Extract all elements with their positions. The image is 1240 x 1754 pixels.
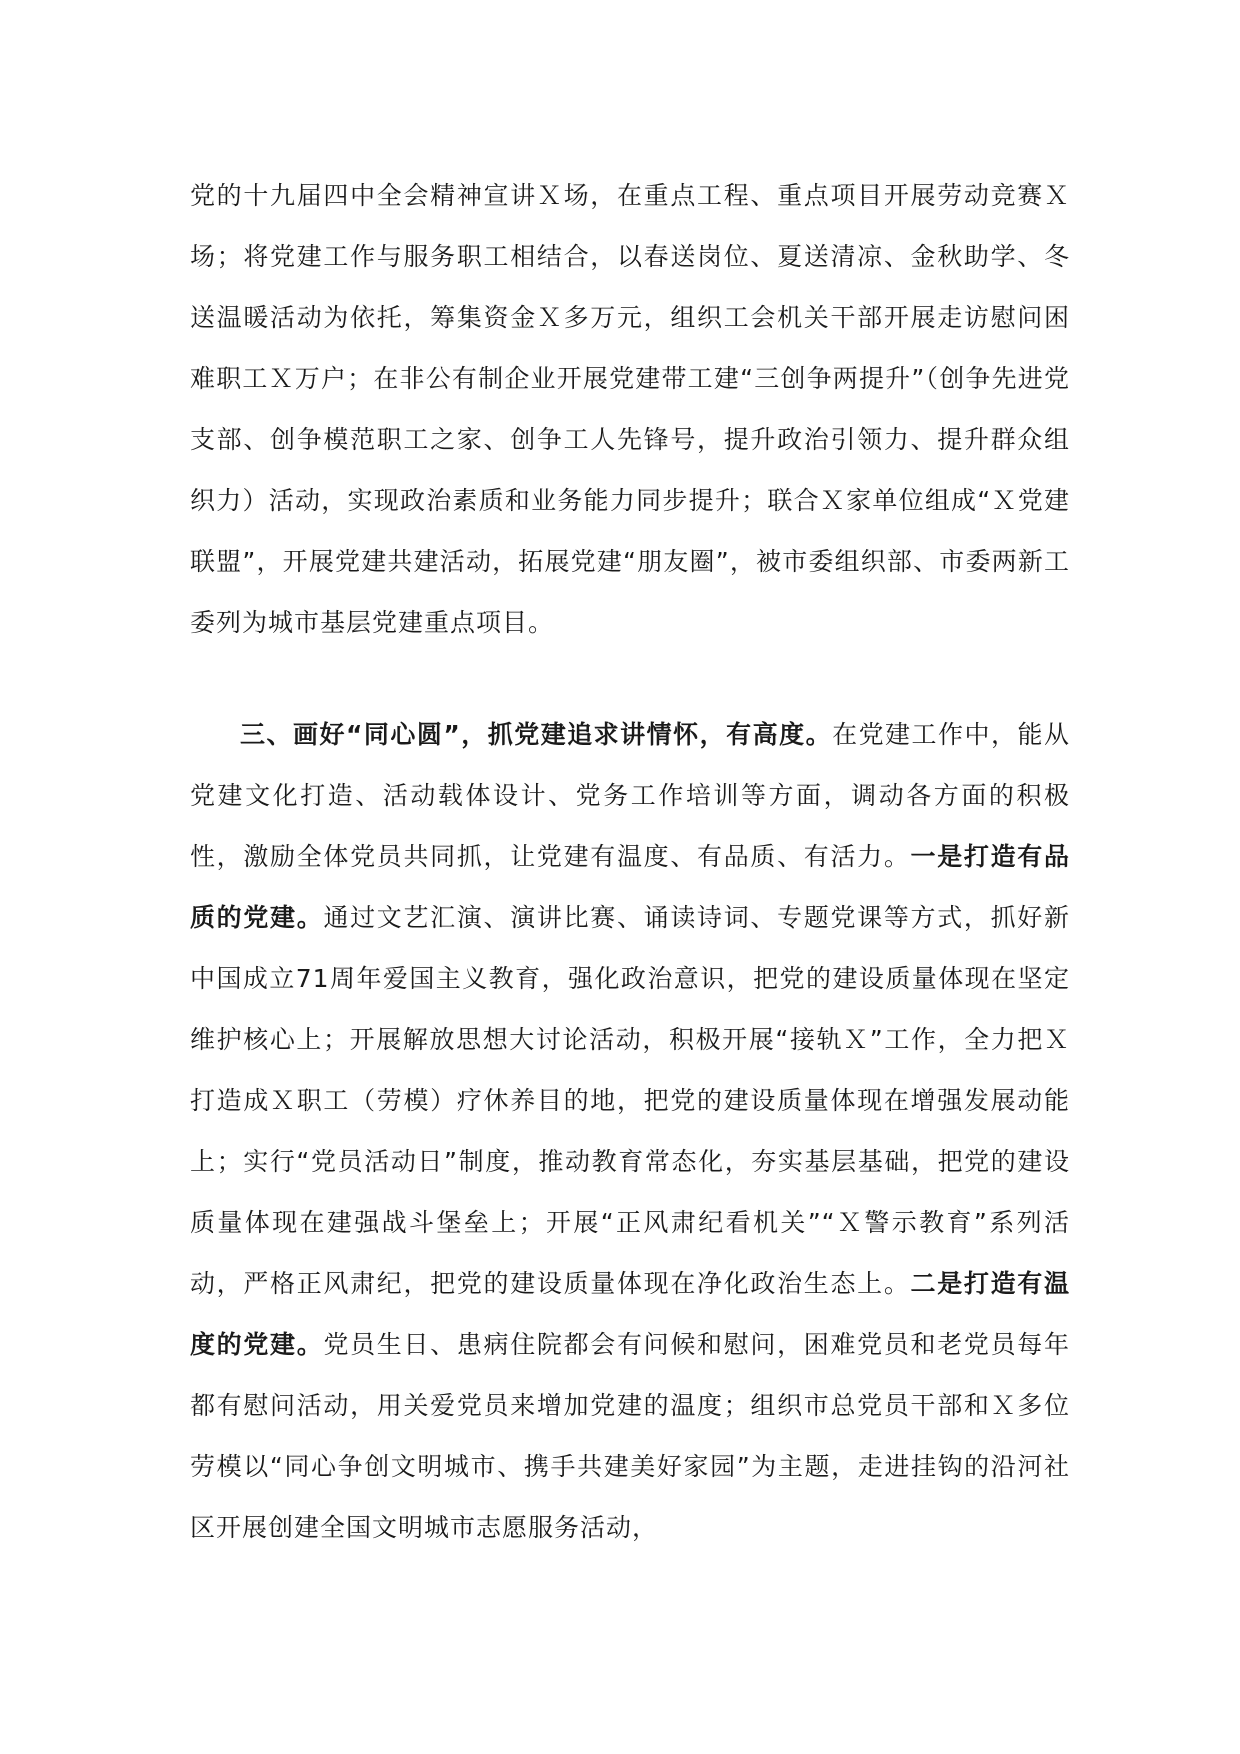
paragraph-text: 在党建工作中，能从党建文化打造、活动载体设计、党务工作培训等方面，调动各方面的积极性，激励全体党员共同抓，让党建有温度、有品质、有活力。 bbox=[190, 720, 1070, 871]
paragraph-text: 党员生日、患病住院都会有问候和慰问，困难党员和老党员每年都有慰问活动，用关爱党员来增加党建的温度；组织市总党员干部和Ｘ多位劳模以“同心争创文明城市、携手共建美好家园”为主题，走进挂钩的沿河社区开展创建全国文明城市志愿服务活动， bbox=[190, 1330, 1070, 1542]
section-heading: 三、画好“同心圆”，抓党建追求讲情怀，有高度。 bbox=[240, 720, 833, 749]
paragraph-text: 通过文艺汇演、演讲比赛、诵读诗词、专题党课等方式，抓好新中国成立71周年爱国主义教育，强化政治意识，把党的建设质量体现在坚定维护核心上；开展解放思想大讨论活动，积极开展“接轨Ｘ”工作，全力把Ｘ打造成Ｘ职工（劳模）疗休养目的地，把党的建设质量体现在增强发展动能上；实行“党员活动日”制度，推动教育常态化，夯实基层基础，把党的建设质量体现在建强战斗堡垒上；开展“正风肃纪看机关”“Ｘ警示教育”系列活动，严格正风肃纪，把党的建设质量体现在净化政治生态上。 bbox=[190, 903, 1070, 1298]
body-paragraph bbox=[190, 165, 1070, 653]
subheading-one: 一是打造有品质的党建。 bbox=[190, 842, 1070, 932]
paragraph-text: 党的十九届四中全会精神宣讲Ｘ场，在重点工程、重点项目开展劳动竞赛Ｘ场；将党建工作与服务职工相结合，以春送岗位、夏送清凉、金秋助学、冬送温暖活动为依托，筹集资金Ｘ多万元，组织工会机关干部开展走访慰问困难职工Ｘ万户；在非公有制企业开展党建带工建“三创争两提升”（创争先进党支部、创争模范职工之家、创争工人先锋号，提升政治引领力、提升群众组织力）活动，实现政治素质和业务能力同步提升；联合Ｘ家单位组成“Ｘ党建联盟”，开展党建共建活动，拓展党建“朋友圈”，被市委组织部、市委两新工委列为城市基层党建重点项目。 bbox=[190, 181, 1070, 637]
subheading-two: 二是打造有温度的党建。 bbox=[190, 1269, 1070, 1359]
section-three-paragraph bbox=[190, 704, 1070, 1558]
